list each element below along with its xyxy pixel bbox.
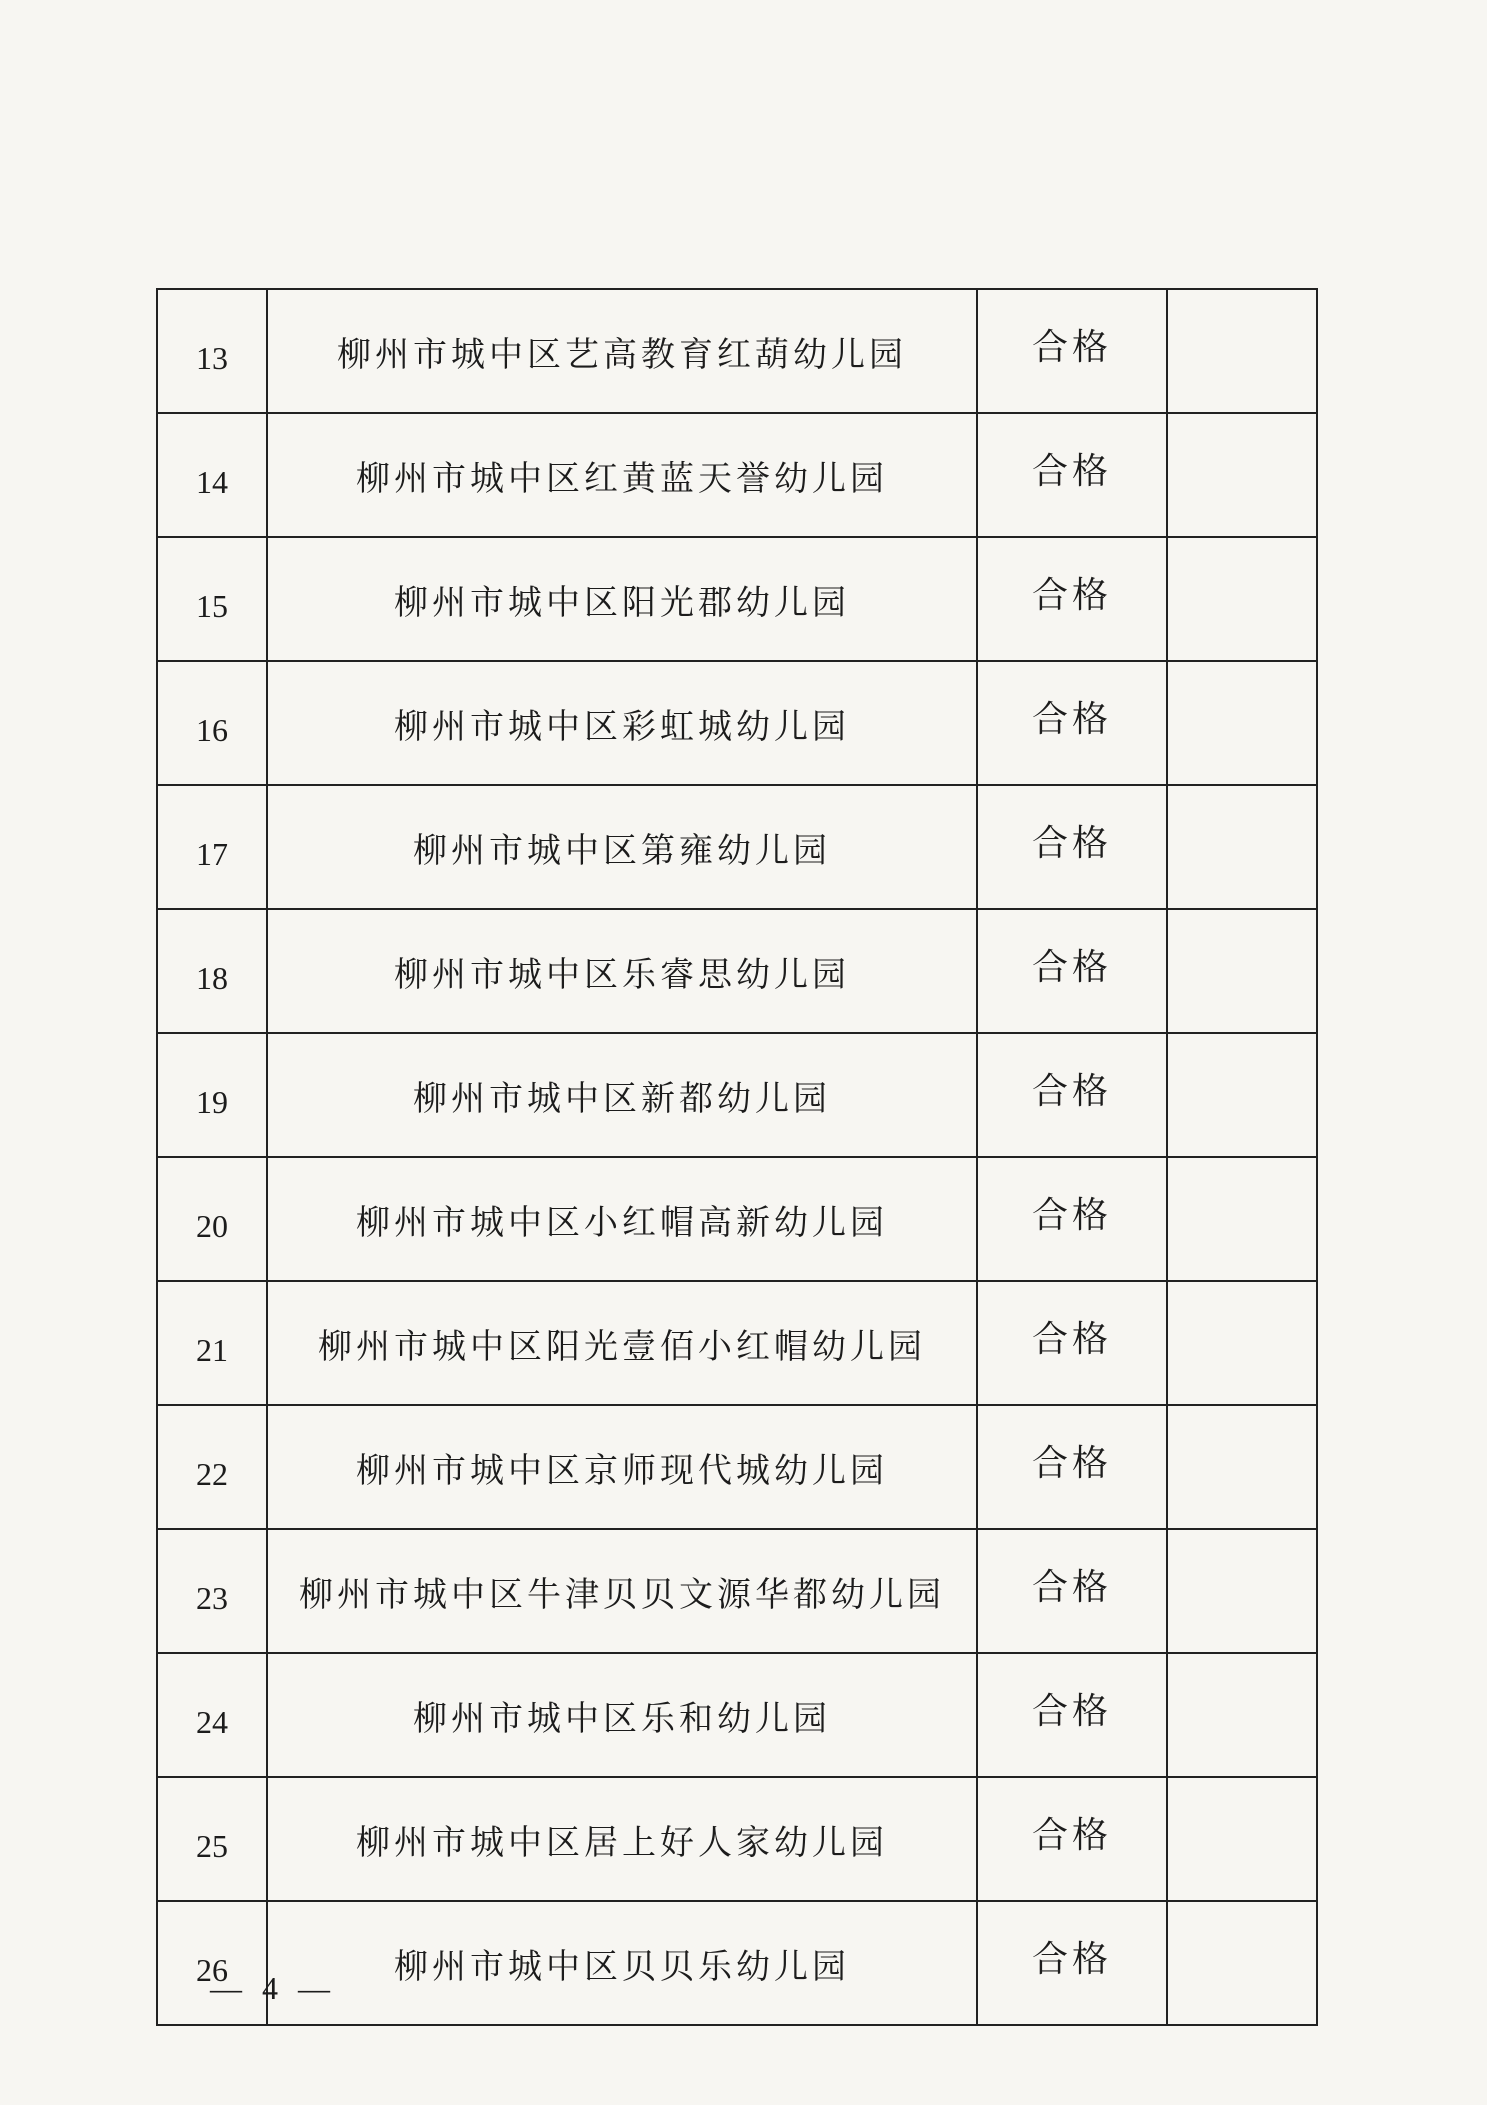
table-row bbox=[157, 1777, 1317, 1901]
inspection-result: 合格 bbox=[977, 289, 1167, 413]
kindergarten-name: 柳州市城中区牛津贝贝文源华都幼儿园 bbox=[267, 1529, 977, 1653]
kindergarten-name: 柳州市城中区京师现代城幼儿园 bbox=[267, 1405, 977, 1529]
kindergarten-name: 柳州市城中区阳光壹佰小红帽幼儿园 bbox=[267, 1281, 977, 1405]
row-number: 19 bbox=[157, 1033, 267, 1157]
kindergarten-results-table bbox=[156, 288, 1318, 2026]
kindergarten-name: 柳州市城中区阳光郡幼儿园 bbox=[267, 537, 977, 661]
kindergarten-name: 柳州市城中区小红帽高新幼儿园 bbox=[267, 1157, 977, 1281]
row-number: 16 bbox=[157, 661, 267, 785]
table-row bbox=[157, 413, 1317, 537]
inspection-result: 合格 bbox=[977, 1653, 1167, 1777]
page-number: — 4 — bbox=[210, 1970, 336, 2006]
note-cell bbox=[1167, 289, 1317, 413]
row-number: 20 bbox=[157, 1157, 267, 1281]
inspection-result: 合格 bbox=[977, 661, 1167, 785]
row-number: 13 bbox=[157, 289, 267, 413]
table-row bbox=[157, 289, 1317, 413]
row-number: 21 bbox=[157, 1281, 267, 1405]
note-cell bbox=[1167, 661, 1317, 785]
table-row bbox=[157, 1405, 1317, 1529]
table-row bbox=[157, 1281, 1317, 1405]
kindergarten-name: 柳州市城中区第雍幼儿园 bbox=[267, 785, 977, 909]
inspection-result: 合格 bbox=[977, 1405, 1167, 1529]
inspection-result: 合格 bbox=[977, 1281, 1167, 1405]
note-cell bbox=[1167, 1281, 1317, 1405]
table-row bbox=[157, 785, 1317, 909]
note-cell bbox=[1167, 1901, 1317, 2025]
inspection-result: 合格 bbox=[977, 1157, 1167, 1281]
table-row bbox=[157, 661, 1317, 785]
table-row bbox=[157, 1157, 1317, 1281]
kindergarten-name: 柳州市城中区居上好人家幼儿园 bbox=[267, 1777, 977, 1901]
table-row bbox=[157, 1529, 1317, 1653]
table-row bbox=[157, 1033, 1317, 1157]
row-number: 24 bbox=[157, 1653, 267, 1777]
inspection-result: 合格 bbox=[977, 537, 1167, 661]
note-cell bbox=[1167, 1033, 1317, 1157]
note-cell bbox=[1167, 1529, 1317, 1653]
row-number: 26 bbox=[157, 1901, 267, 2025]
inspection-result: 合格 bbox=[977, 1529, 1167, 1653]
row-number: 18 bbox=[157, 909, 267, 1033]
kindergarten-name: 柳州市城中区红黄蓝天誉幼儿园 bbox=[267, 413, 977, 537]
note-cell bbox=[1167, 1653, 1317, 1777]
inspection-result: 合格 bbox=[977, 1033, 1167, 1157]
kindergarten-name: 柳州市城中区艺高教育红葫幼儿园 bbox=[267, 289, 977, 413]
inspection-result: 合格 bbox=[977, 785, 1167, 909]
table-row bbox=[157, 1653, 1317, 1777]
inspection-result: 合格 bbox=[977, 1777, 1167, 1901]
note-cell bbox=[1167, 1157, 1317, 1281]
inspection-result: 合格 bbox=[977, 909, 1167, 1033]
note-cell bbox=[1167, 1405, 1317, 1529]
row-number: 17 bbox=[157, 785, 267, 909]
kindergarten-name: 柳州市城中区彩虹城幼儿园 bbox=[267, 661, 977, 785]
row-number: 23 bbox=[157, 1529, 267, 1653]
kindergarten-name: 柳州市城中区乐睿思幼儿园 bbox=[267, 909, 977, 1033]
inspection-result: 合格 bbox=[977, 413, 1167, 537]
note-cell bbox=[1167, 537, 1317, 661]
row-number: 22 bbox=[157, 1405, 267, 1529]
table-row bbox=[157, 537, 1317, 661]
table-row bbox=[157, 909, 1317, 1033]
row-number: 14 bbox=[157, 413, 267, 537]
row-number: 15 bbox=[157, 537, 267, 661]
row-number: 25 bbox=[157, 1777, 267, 1901]
kindergarten-name: 柳州市城中区新都幼儿园 bbox=[267, 1033, 977, 1157]
kindergarten-name: 柳州市城中区贝贝乐幼儿园 bbox=[267, 1901, 977, 2025]
note-cell bbox=[1167, 1777, 1317, 1901]
note-cell bbox=[1167, 909, 1317, 1033]
kindergarten-name: 柳州市城中区乐和幼儿园 bbox=[267, 1653, 977, 1777]
inspection-result: 合格 bbox=[977, 1901, 1167, 2025]
note-cell bbox=[1167, 785, 1317, 909]
note-cell bbox=[1167, 413, 1317, 537]
